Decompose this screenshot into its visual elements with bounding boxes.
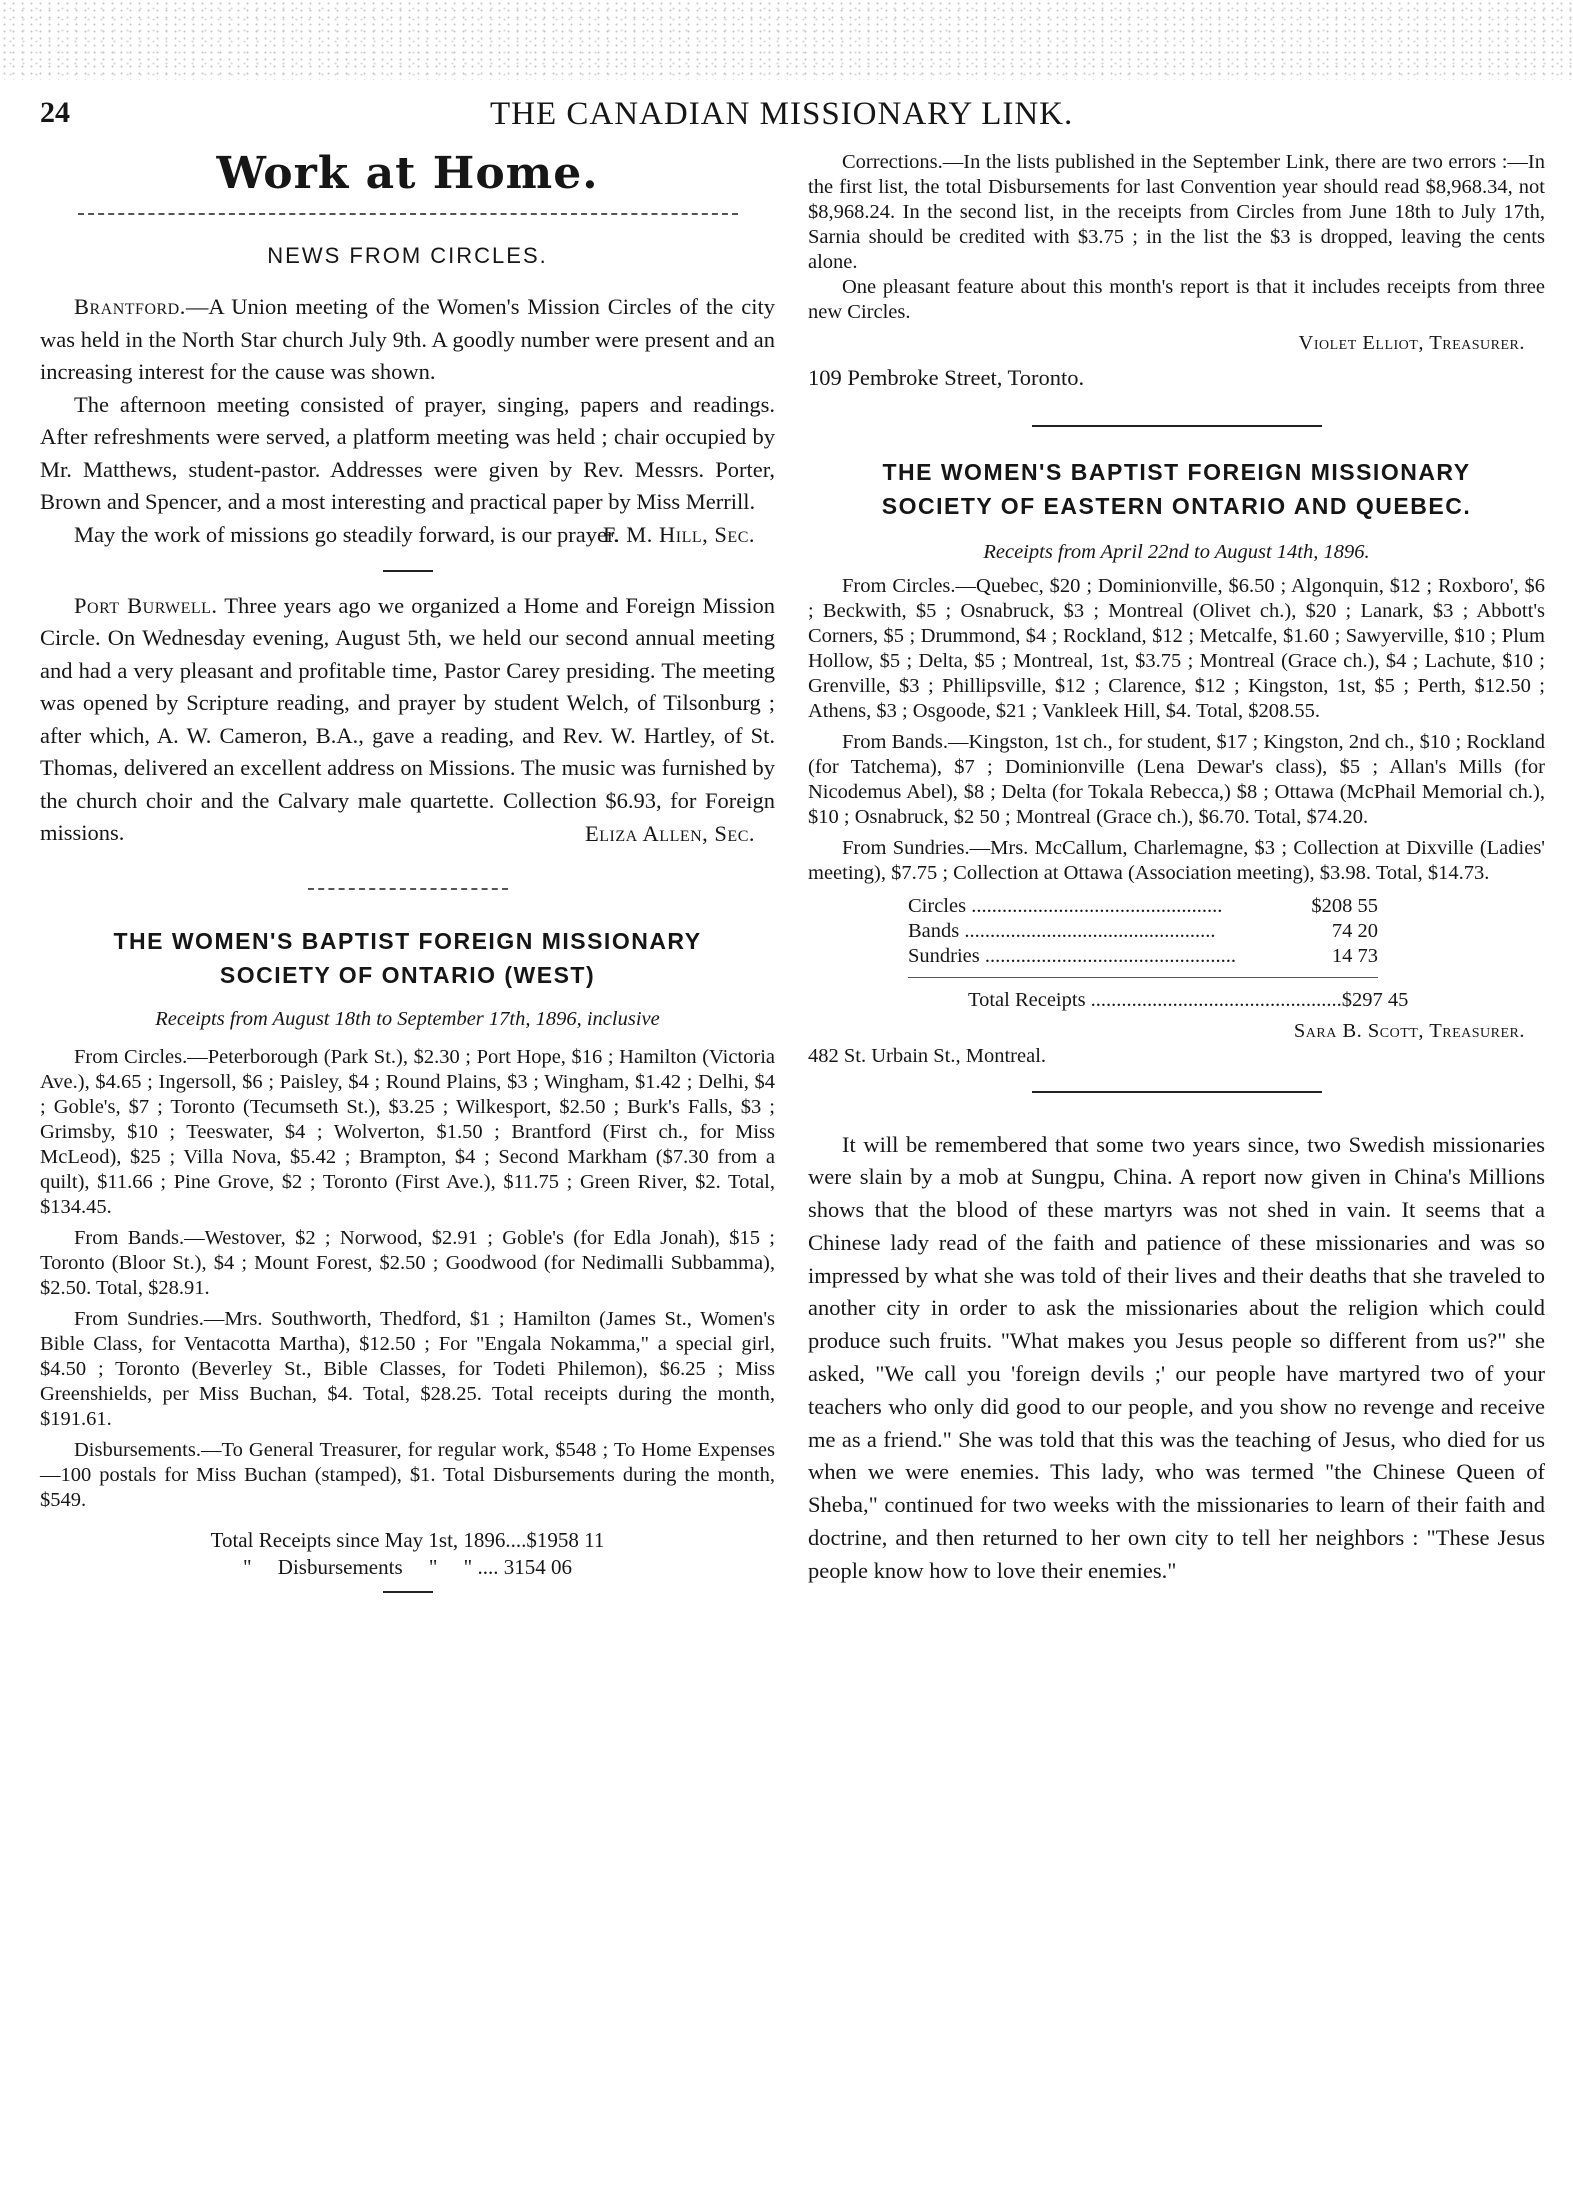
news-heading: NEWS FROM CIRCLES. [267, 243, 548, 268]
page-header [40, 96, 1540, 136]
port-burwell-report [40, 590, 775, 851]
divider [1032, 425, 1322, 427]
scan-noise [0, 0, 1573, 80]
circles-receipts-eastern: From Circles.—Quebec, $20 ; Dominionville, $6.50 ; Algonquin, $12 ; Roxboro', $6 ; Beckwith, $5 ; Osnabruck, $3 ; Montreal (Olivet ch.), $20 ; Lanark, $3 ; Abbott's Corners, $5 ; Drummond, $4 ; Rockland, $12 ; Metcalfe, $1.60 ; Sawyerville, $10 ; Plum Hollow, $5 ; Delta, $5 ; Montreal, 1st, $3.75 ; Montreal (Grace ch.), $4 ; Lachute, $10 ; Grenville, $3 ; Phillipsville, $12 ; Clarence, $12 ; Kingston, 1st, $5 ; Perth, $12.50 ; Athens, $3 ; Osgoode, $21 ; Vankleek Hill, $4. Total, $208.55. [808, 574, 1545, 722]
divider [908, 977, 1378, 978]
journal-title: THE CANADIAN MISSIONARY LINK. [490, 96, 1074, 132]
china-article: It will be remembered that some two years since, two Swedish missionaries were slain by a mob at Sungpu, China. A report now given in China's Millions shows that the blood of these martyrs was not shed in vain. It seems that a Chinese lady read of the faith and patience of these missionaries and was so impressed by what she was told of their lives and their deaths that she traveled to another city in order to ask the missionaries about the religion which could produce such fruits. "What makes you Jesus people so different from us?" she asked, "We call you 'foreign devils ;' our people have martyred two of your teachers who only did good to our people, and you show no revenge and receive me as a friend." She was told that this was the teaching of Jesus, who died for us when we were enemies. This lady, who was termed "the Chinese Queen of Sheba," continued for two weeks with the missionaries to learn of their faith and doctrine, and then returned to her own city to tell her neighbors : "These Jesus people know how to love their enemies." [808, 1131, 1545, 1583]
port-burwell-para: Port Burwell. Three years ago we organized a Home and Foreign Mission Circle. On Wednesday evening, August 5th, we held our second annual meeting and had a very pleasant and profitable time, Pastor Carey presiding. The meeting was opened by Scripture reading, and prayer by student Welch, of Tilsonburg ; after which, A. W. Cameron, B.A., gave a reading, and Rev. W. Hartley, of St. Thomas, delivered an excellent address on Missions. The music was furnished by the church choir and the Calvary male quartette. Collection $6.93, for Foreign missions. [40, 592, 775, 845]
receipts-summary [908, 894, 1545, 1013]
port-burwell-lead: Port Burwell. [74, 592, 218, 618]
right-column [808, 150, 1545, 1588]
brantford-para-1: Brantford.—A Union meeting of the Women's Mission Circles of the city was held in the North Star church July 9th. A goodly number were present and an increasing interest for the cause was shown. [40, 294, 775, 384]
eastern-ontario-heading-2: SOCIETY OF EASTERN ONTARIO AND QUEBEC. [881, 492, 1472, 519]
divider [78, 213, 738, 215]
brantford-para-2: The afternoon meeting consisted of prayer, singing, papers and readings. After refreshments were served, a platform meeting was held ; chair occupied by Mr. Matthews, student-pastor. Addresses were given by Rev. Messrs. Porter, Brown and Spencer, and a most interesting and practical paper by Miss Merrill. [40, 391, 775, 514]
page-number: 24 [40, 96, 70, 129]
treasurer-address-2: 482 St. Urbain St., Montreal. [808, 1044, 1047, 1067]
port-burwell-signature: Eliza Allen, Sec. [584, 820, 755, 846]
total-disbursements-line: " Disbursements " " .... 3154 06 [242, 1555, 573, 1579]
sundries-receipts: From Sundries.—Mrs. Southworth, Thedford, $1 ; Hamilton (James St., Women's Bible Class, for Ventacotta Martha), $12.50 ; For "Engala Nokamma," a special girl, $4.50 ; Toronto (Beverley St., Bible Classes, for Todeti Philemon), $6.25 ; Miss Greenshields, per Miss Buchan, $4. Total, $28.25. Total receipts during the month, $191.61. [40, 1308, 775, 1430]
summary-row: Circles ................................................. $208 55 [908, 894, 1378, 917]
total-receipts-line: Total Receipts since May 1st, 1896....$1958 11 [210, 1528, 605, 1552]
bands-receipts-eastern: From Bands.—Kingston, 1st ch., for student, $17 ; Kingston, 2nd ch., $10 ; Rockland (for Tatchema), $7 ; Dominionville (Lena Dewar's class), $5 ; Allan's Mills (for Nicodemus Abel), $8 ; Delta (for Tokala Rebecca,) $8 ; Ottawa (McPhail Memorial ch.), $10 ; Osnabruck, $2 50 ; Montreal (Grace ch.), $6.70. Total, $74.20. [808, 730, 1545, 828]
brantford-signature: F. M. Hill, Sec. [602, 522, 755, 547]
treasurer-address: 109 Pembroke Street, Toronto. [808, 365, 1085, 390]
summary-row: Sundries ................................................. 14 73 [908, 944, 1378, 967]
left-column [40, 140, 775, 1593]
summary-row: Bands ................................................. 74 20 [908, 919, 1378, 942]
divider [308, 888, 508, 890]
disbursements: Disbursements.—To General Treasurer, for regular work, $548 ; To Home Expenses—100 postals for Miss Buchan (stamped), $1. Total Disbursements during the month, $549. [40, 1439, 775, 1511]
ontario-west-heading-2: SOCIETY OF ONTARIO (WEST) [219, 962, 596, 988]
divider [383, 1591, 433, 1593]
treasurer-signature-2: Sara B. Scott, Treasurer. [1293, 1019, 1525, 1042]
summary-total-row: Total Receipts ................................................. $297 45 [968, 988, 1409, 1011]
brantford-para-3: May the work of missions go steadily forward, is our prayer. [74, 521, 619, 547]
divider [1032, 1091, 1322, 1093]
bands-receipts: From Bands.—Westover, $2 ; Norwood, $2.91 ; Goble's (for Edla Jonah), $15 ; Toronto (Bloor St.), $4 ; Mount Forest, $2.50 ; Goodwood (for Nedimalli Subbamma), $2.50. Total, $28.91. [40, 1227, 775, 1299]
brantford-lead: Brantford. [74, 294, 186, 319]
brantford-report [40, 291, 775, 552]
section-title: Work at Home. [216, 148, 599, 199]
divider [383, 570, 433, 572]
receipts-subtitle-eastern: Receipts from April 22nd to August 14th, 1896. [983, 540, 1370, 563]
treasurer-signature: Violet Elliot, Treasurer. [1298, 332, 1525, 354]
ontario-west-heading-1: THE WOMEN'S BAPTIST FOREIGN MISSIONARY [113, 928, 702, 954]
eastern-ontario-heading-1: THE WOMEN'S BAPTIST FOREIGN MISSIONARY [882, 458, 1471, 485]
circles-receipts: From Circles.—Peterborough (Park St.), $2.30 ; Port Hope, $16 ; Hamilton (Victoria Ave.), $4.65 ; Ingersoll, $6 ; Paisley, $4 ; Round Plains, $3 ; Wingham, $1.42 ; Delhi, $4 ; Goble's, $7 ; Toronto (Tecumseth St.), $3.25 ; Wilkesport, $2.50 ; Burk's Falls, $3 ; Grimsby, $10 ; Teeswater, $4 ; Wolverton, $1.50 ; Brantford (First ch., for Miss McLeod), $25 ; Villa Nova, $5.42 ; Brampton, $4 ; Second Markham ($7.30 from a quilt), $11.66 ; Pine Grove, $2 ; Toronto (First Ave.), $11.75 ; Green River, $2. Total, $134.45. [40, 1046, 775, 1218]
corrections-notice: Corrections.—In the lists published in the September Link, there are two errors :—In the first list, the total Disbursements for last Convention year should read $8,968.34, not $8,968.24. In the second list, in the receipts from Circles from June 18th to July 17th, Sarnia should be credited with $3.75 ; in the list the $3 is dropped, leaving the cents alone. [808, 151, 1545, 273]
sundries-receipts-eastern: From Sundries.—Mrs. McCallum, Charlemagne, $3 ; Collection at Dixville (Ladies' meeting), $7.75 ; Collection at Ottawa (Association meeting), $3.98. Total, $14.73. [808, 836, 1545, 884]
pleasant-feature: One pleasant feature about this month's report is that it includes receipts from three new Circles. [808, 276, 1545, 323]
receipts-subtitle: Receipts from August 18th to September 17th, 1896, inclusive [155, 1008, 660, 1030]
